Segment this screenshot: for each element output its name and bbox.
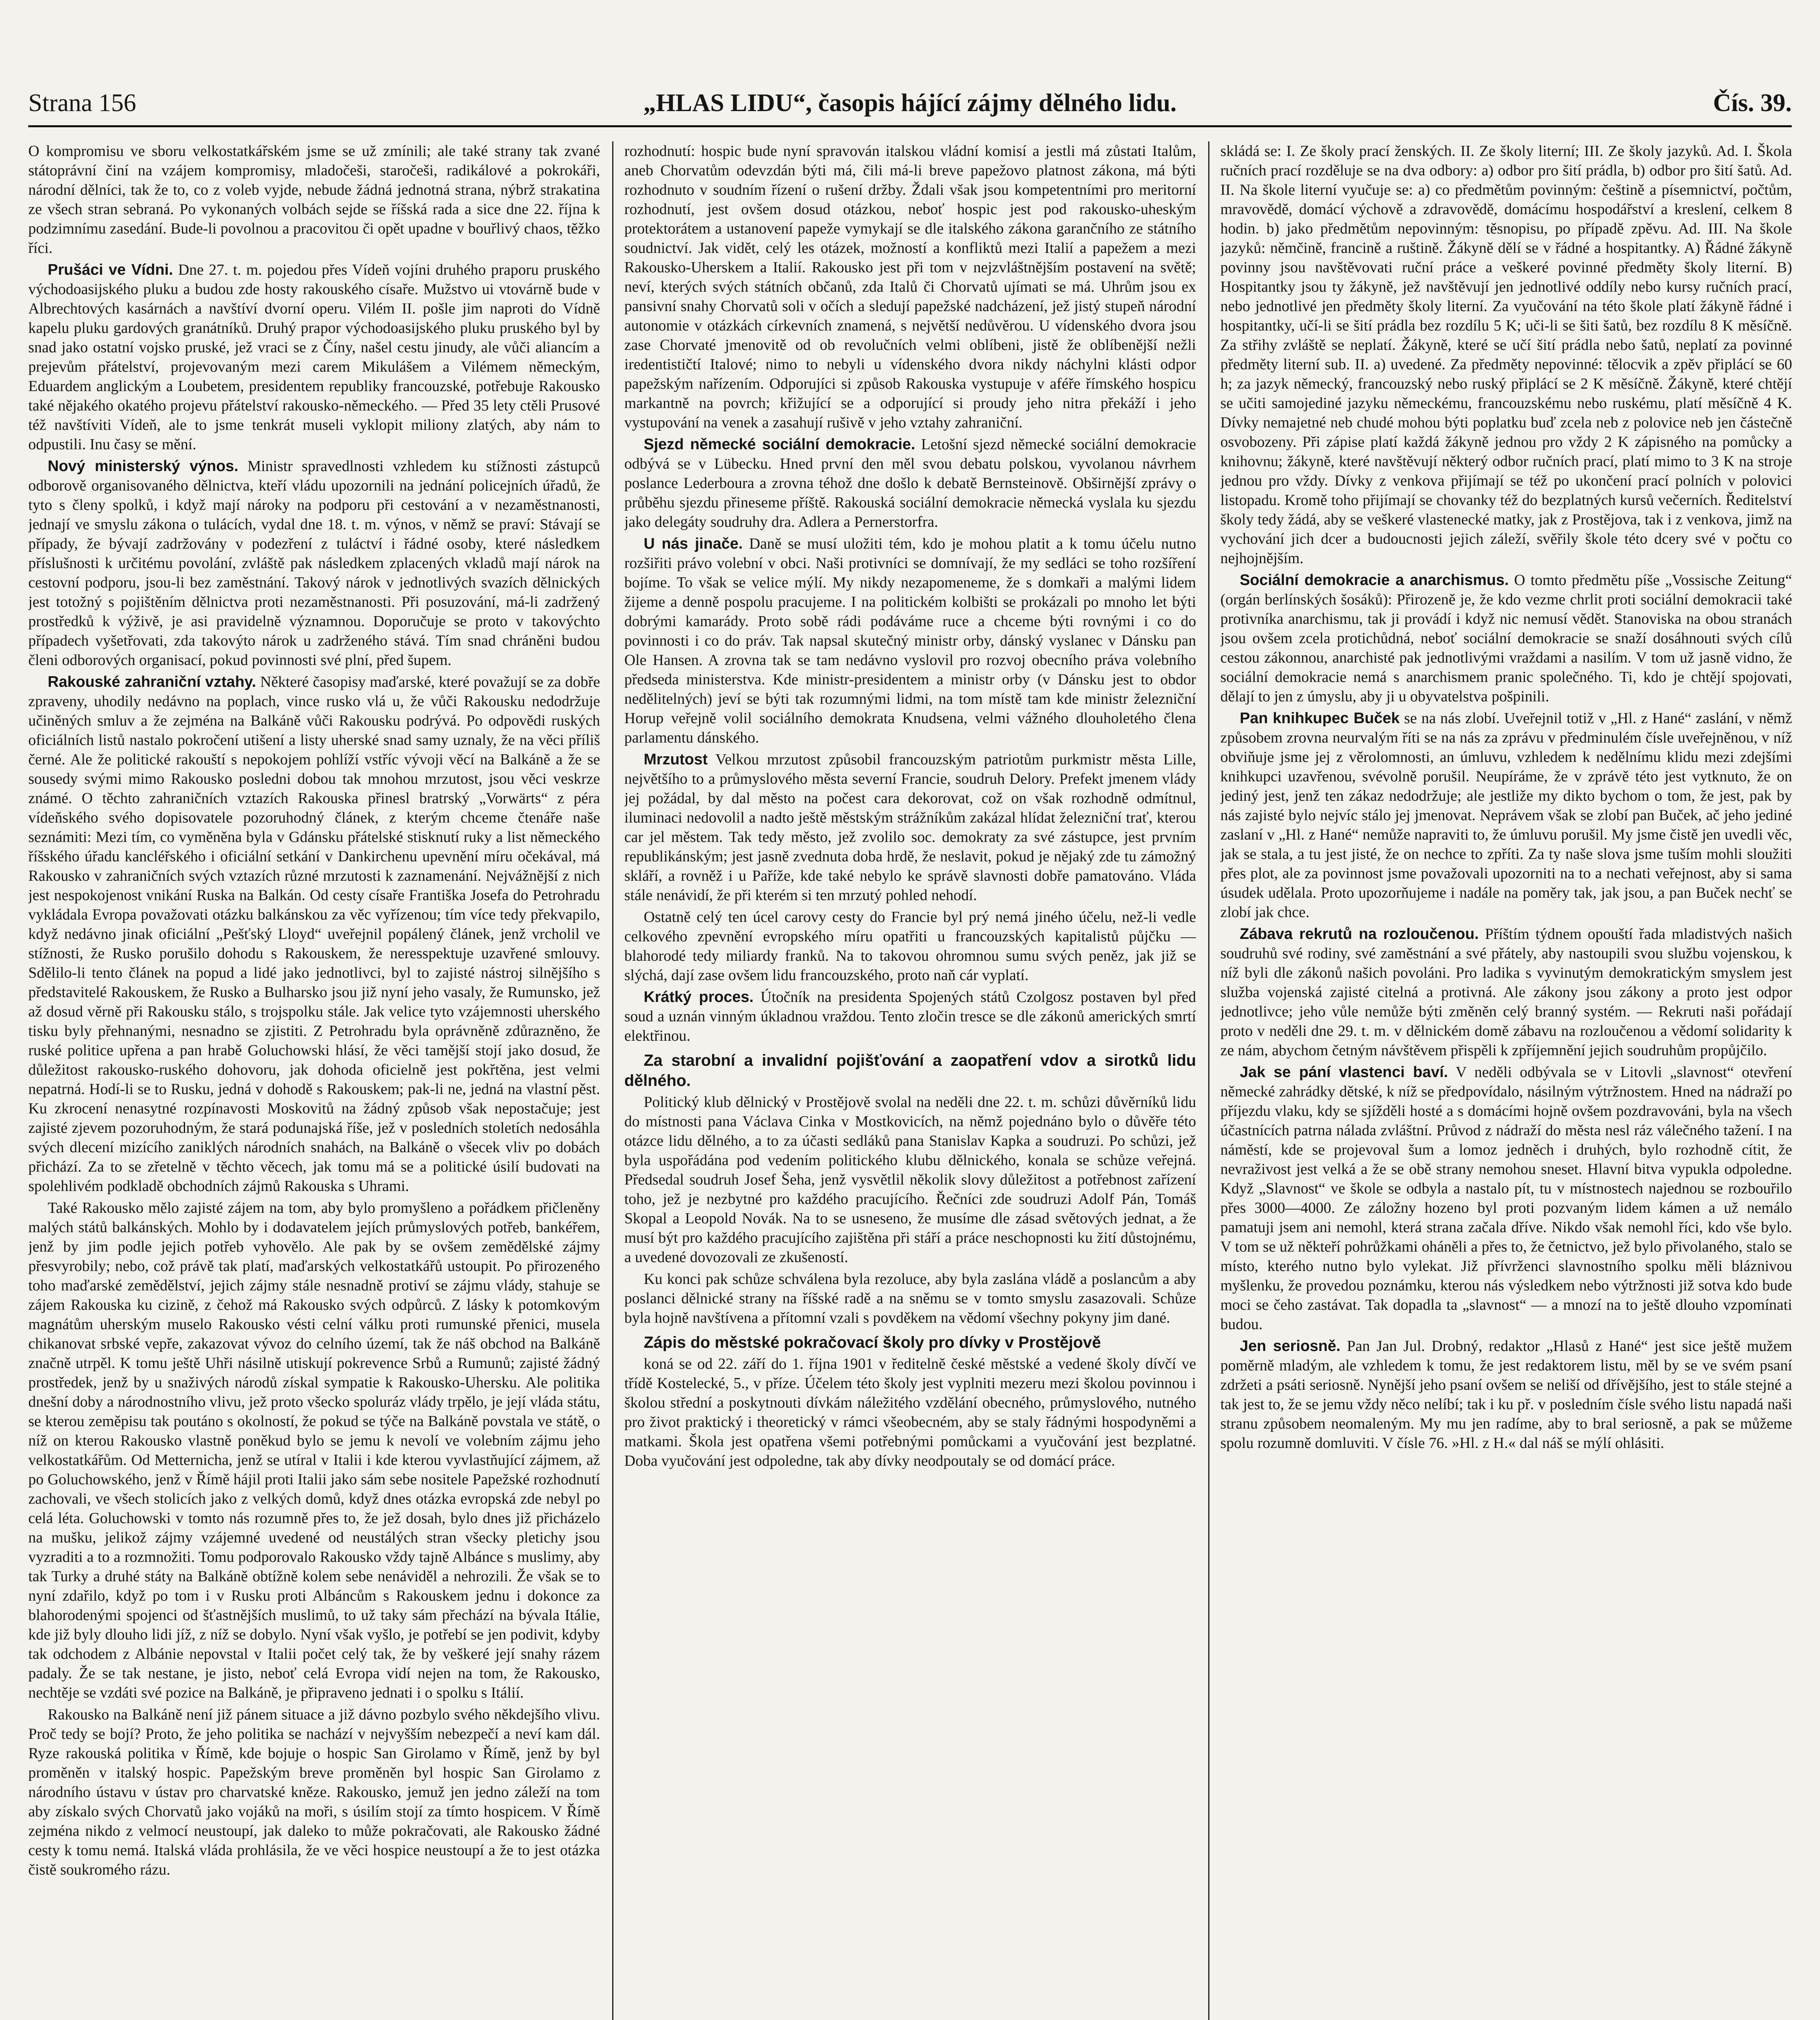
article-columns — [28, 141, 1792, 2020]
article-lead: Krátký proces. — [644, 989, 754, 1006]
article-paragraph — [624, 1354, 1196, 1471]
article-text: Také Rakousko mělo zajisté zájem na tom, aby bylo promyšleno a pořádkem přičleněny malých států balkánských. Mohlo by i dodavatelem jejích průmyslových potřeb, bankéřem, jenž by jim podle jejich potřeb vyhovělo. Ale pak by se ovšem zemědělské zájmy přesvyrobily; nebo, což právě tak platí, maďarských velkostatkářů ustoupit. Po přirozeného toho maďarské zemědělství, jejich zájmy stále nesnadně protiví se zájmu vlády, stahuje se zájem Rakouska ku cizině, z čehož má Rakousko svých odpůrců. Z lásky k potomkovým magnátům uherským muselo Rakousko vésti celní válku proti rumunské přenici, musela chikanovat srbské vepře, zakazovat vývoz do celního území, tak že náš obchod na Balkáně značně utrpěl. K tomu ještě Uhři násilně utiskují pokrevence Srbů a Rumunů; zajisté žádný prostředek, jenž by u snaživých národů získal sympatie k Rakousko-Uhersku. Ale politika dnešní doby a národnostního vlivu, jež proto všecko spoluráz vlády trpělo, je její vláda státu, se kterou zeměpisu tak poutáno s okolností, že pokud se týče na Balkáně povstala ve státě, o níž on kterou Rakousko vlastně poněkud bylo se jemu k nevolí ve volebním zájmu jeho velkostatkářům. Od Metternicha, jenž se utíral v Italii i kde kterou vyvlastňující zájmem, až po Goluchowského, jenž v Římě hájil proti Italii jako sám sebe nositele Papežské rozhodnutí zachovali, ve všech stolicích jako z velkých domů, když dnes otázka evropská zde nebyl po celá léta. Goluchowski v tomto nás rozumně přes to, že jež dosah, bylo dnes již přicházelo na mušku, jelikož zájmy vzájemné uvedené od neustálých stran všecky pletichy jsou vyzraditi a to a rozmnožiti. Tomu podporovalo Rakousko vždy tajně Albánce s muslimy, aby tak Turky a druhé státy na Balkáně obtížně kolem sebe nenáviděl a nehrozili. Že však se to nyní zdařilo, když po tom i v Rusku proti Albáncům s Rakouskem jednu i dokonce za blahorodenými spojenci od šťastnějších muslimů, to už taky sám přechází na bývala Itálie, kde již byly dlouho lidi jíž, z níž se dobylo. Nyní však vyšlo, je potřebí se jen podivit, kdyby tak odchodem z Albánie nepovstal v Italii počet celý tak, že by veškeré její snahy rázem padaly. Že se tak nestane, je jisto, neboť celá Evropa vidí nejen na tom, že Rakousko, nechtěje se vzdáti své pozice na Balkáně, je připraveno jednati i o spolku s Itálií. — [28, 1199, 600, 1701]
article-text: Příštím týdnem opouští řada mladistvých našich soudruhů své rodiny, své zaměstnání a své přátely, aby nastoupili svou službu vojenskou, k níž byli dle zákonů našich povoláni. Pro ladika s vyvinutým demokratickým smyslem jest služba vojenská zajisté citelná a protivná. Ale zákony jsou zákony a proto jest odpor jednotlivce; jeho vůle nemůže býti změněn celý branný systém. — Rekruti naši pořádají proto v neděli dne 29. t. m. v dělnickém domě zábavu na rozloučenou a vědomí solidarity k ze nám, abychom četným návštěvem přispěli k zpříjemnění jejich soudruhům propůjčilo. — [1220, 926, 1792, 1059]
article-text: rozhodnutí: hospic bude nyní spravován italskou vládní komisí a jestli má zůstati Italům, aneb Chorvatům odevzdán býti má, čili má-li breve papežovo platnost zákona, má býti rozhodnuto v soudním řízení o rušení držby. Ždali však jsou kompetentními pro meritorní rozhodnutí, jest ovšem dosud otázkou, neboť hospic jest pod rakousko-uheským protektorátem a ustanovení papeže vymykají se dle italského zákona garančního ze státního soudnictví. Jak vidět, celý les otázek, možností a konfliktů mezi Italií a papežem a mezi Rakousko-Uherskem a Italií. Rakousko jest při tom v nejzvláštnějším postavení na světě; neví, kterých svých státních občanů, zda Italů či Chorvatů ujímati se má. Uhrům jsou ex pansivní snahy Chorvatů soli v očích a sledují papežské nadcházení, jež jistý stupeň národní autonomie v otázkách církevních znamená, s největší nedůvěrou. U vídenského dvora jsou zase Chorvaté jmenovitě od ob revolučních velmi oblíbeni, jistě že oblíbenější nežli iredentističtí Italové; nimo to nebyli u vídenského dvora nikdy náchylni klásti odpor papežským nařízením. Odporujíci si způsob Rakouska vystupuje v aféře římského hospicu markantně na povrch; křižující se a odporující si proudy jeho nitra překáží i jeho vystupování na venek a zasahují rušivě v jeho vztahy zahraniční. — [624, 143, 1196, 431]
article-paragraph — [624, 1092, 1196, 1267]
article-text: V neděli odbývala se v Litovli „slavnost“ otevření německé zahrádky dětské, k níž se předpovídalo, násilným výtržnostem. Hned na nádraží po příjezdu vlaku, kdy se sjížděli hosté a s domácími hojně ovšem pozdravováni, byla na všech účastnících patrna nálada zvláštní. Průvod z nádraží do města nesl ráz válečného tažení. I na náměstí, kde se projevoval šum a lomoz jedněch i druhých, bylo rozhodně cítit, že nevraživost jest velká a že se obě strany nemohou sneset. Hlavní bitva vypukla odpoledne. Když „Slavnost“ ve škole se odbyla a nastalo pít, tu v místnostech najednou se rozbouřilo přes 3000—4000. Ze záložny hozeno byl proti pozvaným lidem kámen a už nemálo pamatuji jsem ani nemohl, která strana začala dříve. Nikdo však nemohl říci, kdo vše bylo. V tom se už někteří pohrůžkami oháněli a přes to, že četnictvo, jež bylo přivolaného, stalo se místo, kterého nutno bylo vylekat. Již přívrženci slavnostního spolku měli bláznivou myšlenku, že provedou poznámku, kterou nás výsledkem nebo výtržnosti již sotva kdo bude moci se čeho zastávat. Tak dopadla ta „slavnost“ — a mnozí na to ještě dlouho vzpomínati budou. — [1220, 1064, 1792, 1333]
article-text: Ministr spravedlnosti vzhledem ku stížnosti zástupců odborově organisovaného dělnictva, kteří vládu upozornili na jednání policejních úřadů, že tyto s členy spolků, i když mají nároky na podporu při cestování a v nezaměstnanosti, jednají ve smyslu zákona o tulácích, vydal dne 18. t. m. výnos, v němž se praví: Stávají se případy, že bývají zadržovány v podezření z tuláctví i řádné osoby, které následkem příslušnosti k určitému povolání, zvláště pak následkem zplacených vkladů mají nárok na cestovní podporu, jsou-li bez zaměstnání. Takový nárok v jednotlivých svazích dělnických jest totožný s pojištěním dělnictva proti nezaměstnanosti. Při posuzování, má-li zadržený prostředků k výživě, je asi pravidelně významnou. Doporučuje se proto v takovýchto případech vyšetřovati, zda takovýto nárok u zadrženého stává. Tím snad chráněni budou členi odborových organisací, pokud povinnosti své plní, před šupem. — [28, 458, 600, 669]
column-divider — [1208, 141, 1209, 2020]
article-paragraph — [1220, 924, 1792, 1060]
article-text: Politický klub dělnický v Prostějově svolal na neděli dne 22. t. m. schůzi důvěrníků lidu do místnosti pana Václava Cinka v Mostkovicích, na němž pojednáno bylo o důvěře této otázce lidu dělného, a to za účasti sedláků pana Stanislav Kapka a soudruzi. Po schůzi, jež byla uspořádána pod vedením politického klubu dělnického, konala se schůze veřejná. Předsedal soudruh Josef Šeha, jenž vysvětlil několik slovy důležitost a potřebnost zařízení toho, jež je nezbytné pro každého pracujícího. Řečníci zde soudruzi Adolf Pán, Tomáš Skopal a Leopold Novák. Na to se usneseno, že musíme dle zásad světových jednat, a že musí být pro každého pracujícího zajištěna při stáří a práce neschopnosti ku žití důstojnému, a uvedené dovozovali ze zkušeností. — [624, 1094, 1196, 1266]
article-paragraph — [1220, 1063, 1792, 1334]
article-heading: Za starobní a invalidní pojišťování a zaopatření vdov a sirotků lidu dělného. — [624, 1052, 1196, 1090]
article-paragraph — [624, 534, 1196, 747]
article-text: Některé časopisy maďarské, které považují se za dobře zpraveny, uhodily nedávno na poplach, vince rusko vlá u, že vůči Rakousku nedodržuje učiněných smluv a že zejména na Balkáně vůči Rakousku podrývá. Po odpovědi ruských oficiálních listů nastalo pokročení utišení a listy uherské snad samy uznaly, že na věci příliš černé. Ale že politické rakouští s nepokojem pohlíží vstříc vývoji věcí na Balkáně a že se sousedy svými mimo Rakousko posledni dobou tak mnohou mrzutost, jsou věci veskrze známé. O těchto zahraničních vztazích Rakouska přinesl bratrský „Vorwärts“ z péra vídeňského svého dopisovatele pozoruhodný článek, z kterým chceme čtenáře naše seznámiti: Mezi tím, co vyměněna byla v Gdánsku přátelské stisknutí ruky a list německého říšského úřadu kancléřského i oficiální setkání v Dankirchenu upevnění míru očekával, má Rakousko v zahraničních svých vztazích různé mrzutosti k zaznamenání. Nejvážnější z nich jest nespokojenost vnikání Ruska na Balkán. Od cesty císaře Františka Josefa do Petrohradu vykládala Evropa považovati otázku balkánskou za věc vyřízenou; tím více tedy překvapilo, když nedávno jinak oficiální „Pešťský Lloyd“ uveřejnil popálený článek, jenž vrcholil ve stížnosti, že Rusko porušilo dohodu s Rakouskem, že neresspektuje uzavřené smlouvy. Sdělilo-li tento článek na popud a lidé jako jednotlivci, byl to zajisté nástroj silnějšího s představitelé Rakouskem, že Rusko a Bulharsko jsou již nyní jeho vasaly, že Rumunsko, jež až dosud věrně při Rakousku stálo, s trojspolku stále. Jak velice tyto vzájemnosti uherského tisku byly přehnanými, nesnadno se zjistiti. Z Petrohradu byla oprávněně zdůrazněno, že ruské politice upřena a pan hrabě Goluchowski hlásí, že věci tamější stojí jako dosud, že důležitost rakousko-ruského dohovoru, jak dohoda oficielně jest pokřtěna, jest velmi nepatrná. Hodí-li se to Rusku, jedná v dohodě s Rakouskem; pak-li ne, jedná na vlastní pěst. Ku zkrocení nenasytné rozpínavosti Moskovitů na žádný způsob však nepostačuje; jest zajisté zjevem pozoruhodným, že stará podunajská říše, jež v posledních stoletích nedosáhla svých dlecení mizícího zaniklých národních snahách, na Balkáně o všecek vliv po dobách přichází. Za to se zřetelně v těchto věcech, jak tomu má se a politické úsilí budovati na spolehlivém podkladě obchodních zájmů Rakouska s Uhrami. — [28, 673, 600, 1195]
article-paragraph — [624, 750, 1196, 905]
article-text: Útočník na presidenta Spojených států Czolgosz postaven byl před soud a uznán vinným úkladnou vraždou. Tento zločin tresce se dle zákonů amerických smrtí elektřinou. — [624, 989, 1196, 1044]
article-lead: Nový ministerský výnos. — [48, 458, 238, 475]
article-text: Ku konci pak schůze schválena byla rezoluce, aby byla zaslána vládě a poslancům a aby poslanci dělnické strany na říšské radě a na sněmu se v tomto smyslu zasazovali. Schůze byla hojně navštívena a přítomní vzali s povděkem na vědomí všechny pokyny jim dané. — [624, 1271, 1196, 1326]
masthead-title: „HLAS LIDU“, časopis hájící zájmy dělného lidu. — [643, 89, 1177, 117]
column-2 — [624, 141, 1196, 2020]
article-lead: Prušáci ve Vídni. — [48, 261, 173, 278]
article-lead: U nás jinače. — [644, 535, 743, 552]
article-text: Pan Jan Jul. Drobný, redaktor „Hlasů z Hané“ jest sice ještě mužem poměrně mladým, ale vzhledem k tomu, že jest redaktorem listu, měl by se ve svém psaní zdržeti a psáti seriosně. Nynější jeho psaní ovšem se neliší od dřívějšího, jest to stále stejné a tak jest to, že se jemu vždy něco nelíbí; tak i ku př. v posledním čísle svého listu napadá naši stranu způsobem neomaleným. My mu jen radíme, aby to bral seriosně, a pak se můžeme spolu rozumně domluviti. V čísle 76. »Hl. z H.« dal náš se mýlí ohlásiti. — [1220, 1338, 1792, 1452]
article-heading: Zápis do městské pokračovací školy pro dívky v Prostějově — [644, 1334, 1101, 1351]
article-text: Ostatně celý ten úcel carovy cesty do Francie byl prý nemá jiného účelu, než-li vedle celkového zpevnění evropského míru opatřiti u francouzských kapitalistů půjčku — blahorodé tedy miliardy franků. Na to takovou ohromnou sumu svých peněz, jak již se slýchá, dají zase ovšem lidu francouzského, proto naň cár vyplatí. — [624, 909, 1196, 984]
article-lead: Sjezd německé sociální demokracie. — [644, 436, 915, 453]
article-text: Velkou mrzutost způsobil francouzským patriotům purkmistr města Lille, největšího to a průmyslového města severní Francie, soudruh Delory. Prefekt jmenem vlády jej požádal, by dal město na počest cara dekorovat, což on však rozhodně odmítnul, iluminaci nedovolil a nadto ještě městským strážníkům zakázal hlídat železniční trať, kterou car jel městem. Tak tedy město, jež zvolilo soc. demokraty za své zástupce, jest prvním republikánským; jest jasně zvednuta doba hrdě, že neslavit, pokud je nějaký zde tu zámožný skláří, a rovněž i u Paříže, kde také nebylo ke správě slavnosti dobře pamatováno. Vláda stále nenávidí, že při kterém si ten mrzutý pohled nehodí. — [624, 751, 1196, 904]
article-lead: Zábava rekrutů na rozloučenou. — [1240, 926, 1479, 943]
article-lead: Jak se pání vlastenci baví. — [1240, 1064, 1448, 1081]
article-lead: Sociální demokracie a anarchismus. — [1240, 572, 1509, 589]
article-text: se na nás zlobí. Uveřejnil totiž v „Hl. z Hané“ zaslání, v němž způsobem zrovna neurvalým říti se na nás za zprávu v předminulém čísle uveřejněnou, v níž obviňuje jsme jej z věrolomnosti, an úmluvu, vzhledem k nedělnímu klidu mezi zdejšími knihkupci uzavřenou, svévolně porušil. Neupíráme, že v zprávě této jest vytknuto, že on jediný jest, jenž ten zákaz nedodržuje; ale jestliže my dikto bychom o tom, že jest, pak by nás zajisté bylo nejvíc stálo jej jmenovat. Neprávem však se zlobí pan Buček, ač jeho jediné zaslaní v „Hl. z Hané“ nemůže napraviti to, že úmluvu porušil. My jsme čistě jen uvedli věc, jak se stala, a tu jest jisté, že on nechce to zpříti. Za ty naše slova jsme tuším mohli sloužiti přes plot, ale za povinnost jsme považovali upozorniti na to a nechati veřejnost, aby si sama úsudek udělala. Proto upozorňujeme i nadále na poměry tak, jak jsou, a pan Buček nechť se zlobí jak chce. — [1220, 710, 1792, 921]
article-lead: Pan knihkupec Buček — [1240, 710, 1400, 727]
article-paragraph — [624, 1269, 1196, 1328]
article-paragraph — [28, 1198, 600, 1702]
article-text: O kompromisu ve sboru velkostatkářském jsme se už zmínili; ale také strany tak zvané státoprávní činí na vzájem kompromisy, mladočeši, staročeši, radikálové a pokrokáři, národní dělníci, tak že to, co z voleb vyjde, nebude žádná jednotná strana, nýbrž strakatina ze všech stran sebraná. Po vykonaných volbách sejde se říšská rada a sice dne 22. října k podzimnímu zasedání. Bude-li povolnou a pracovitou či opět upadne v bouřlivý chaos, těžko říci. — [28, 143, 600, 257]
article-paragraph — [624, 987, 1196, 1046]
article-lead: Rakouské zahraniční vztahy. — [48, 673, 256, 690]
article-text: O tomto předmětu píše „Vossische Zeitung“ (orgán berlínských šosáků): Přirozeně je, že kdo vezme chrlit proti sociální demokracii také protivníka anarchismu, tak ji provádí i když nic nemusí vědět. Stanoviska na obou stranách jsou ovšem zcela protichůdná, neboť sociální demokracie se snaží dosáhnouti svých cílů cestou zákonnou, anarchisté pak jednotlivými vraždami a nasilím. V tom už jasně vidno, že sociální demokracie nemá s anarchismem pranic společného. Ti, kdo je chtějí spojovati, dělají to jen z úmyslu, aby ji u obyvatelstva pošpinili. — [1220, 572, 1792, 705]
article-paragraph — [624, 907, 1196, 985]
article-lead: Mrzutost — [644, 751, 708, 768]
issue-number: Čís. 39. — [1713, 89, 1792, 117]
page-number: Strana 156 — [28, 89, 136, 117]
article-paragraph — [1220, 1336, 1792, 1453]
article-text: Rakousko na Balkáně není již pánem situace a již dávno pozbylo svého někdejšího vlivu. Proč tedy se bojí? Proto, že jeho politika se nachází v nejvyšším nebezpečí a neví kam dál. Ryze rakouská politika v Římě, kde bojuje o hospic San Girolamo v Římě, jenž by byl proměněn v italský hospic. Papežským breve proměněn byl hospic San Girolamo z národního ústavu v ústav pro charvatské kněze. Rakousko, jemuž jen jedno záleží na tom aby získalo svých Chorvatů jako vojáků na moři, s úsilím stojí za tímto hospicem. V Římě zejména nikdo z velmocí neustoupí, jak daleko to může pokračovati, ale Rakousko žádné cesty k tomu nemá. Italská vláda prohlásila, že ve věci hospice neustoupí a že to jest otázka čistě soukromého rázu. — [28, 1706, 600, 1878]
header-rule — [28, 125, 1792, 127]
article-paragraph — [28, 141, 600, 258]
article-text: Letošní sjezd německé sociální demokracie odbývá se v Lübecku. Hned první den měl svou debatu polskou, vyvolanou návrhem poslance Lederboura a zrovna téhož dne došlo k debatě Bernsteinově. Obširnější zprávy o průběhu sjezdu přineseme příště. Rakouská sociální demokracie německá vyslala ku sjezdu jako delegáty soudruhy dra. Adlera a Pernerstorfra. — [624, 436, 1196, 530]
article-paragraph — [1220, 141, 1792, 568]
page-header — [28, 81, 1792, 121]
column-divider — [612, 141, 613, 2020]
article-text: skládá se: I. Ze školy prací ženských. II. Ze školy literní; III. Ze školy jazyků. Ad. I. Škola ručních prací rozděluje se na dva odbory: a) odbor pro šití prádla, b) odbor pro šití šatů. Ad. II. Na škole literní vyučuje se: a) co předmětům povinným: češtině a písemnictví, počtům, mravovědě, domácí výchově a zdravovědě, domácímu hospodářství a kreslení, celkem 8 hodin. b) jako předmětům nepovinným: těsnopisu, po případě zpěvu. Ad. III. Na škole jazyků: němčině, francině a ruštině. Žákyně dělí se v řádné a hospitantky. A) Řádné žákyně povinny jsou navštěvovati ruční práce a veškeré povinné předměty školy literní. B) Hospitantky jsou ty žákyně, jež navštěvují jen jednotlivé oddíly nebo kursy ručních prací, nebo jednotlivé jen předměty školy literní. Za vyučování na této škole platí žákyně řádné i hospitantky, učí-li se šití prádla bez rozdílu 5 K; uči-li se šiti šatů, bez rozdílu 8 K měsíčně. Za střihy zvláště se neplatí. Žákyně, které se učí šití prádla nebo šatů, neplatí za povinné předměty literní sub. II. a) uvedené. Za předměty nepovinné: tělocvik a zpěv připlácí se 60 h; za jazyk německý, francouzský nebo ruský připlácí se 2 K měsíčně. Žákyně, které chtějí se učiti samojediné jazyku německému, francouzskému nebo ruskému, platí měsíčně 4 K. Dívky nemajetné neb chudé mohou býti poplatku buď zcela neb z polovice neb jen částečně osvobozeny. Při zápise platí každá žákyně jednou pro vždy 2 K zápisného na pomůcky a knihovnu; žákyně, které navštěvují některý odbor ručních prací, platí mimo to 3 K na stroje jednou pro vždy. Dívky z venkova přijímají se též po ukončení prací polních v polovici listopadu. Kromě toho přijímají se chovanky též do bezplatných kursů večerních. Ředitelství školy tedy žádá, aby se veškeré vlastenecké matky, jak z Prostějova, tak i z venkova, jimž na vychování jich dcer a budoucnosti jejich záleží, svěřily škole této dcery své v počtu co nejhojnějším. — [1220, 143, 1792, 567]
article-text: Daně se musí uložiti tém, kdo je mohou platit a k tomu účelu nutno rozšiřiti právo volební v obci. Naši protivníci se domnívají, že my sedláci se toho rozšíření bojíme. To však se velice mýlí. My nikdy nezapomeneme, že s domkaři a malými lidem žijeme a denně pospolu pracujeme. I na politickém kolbišti se prokázali po mnoho let býti dobrými kamarády. Proto sobě rádi podáváme ruce a chceme býti rovnými i co do povinnosti i co do práv. Tak napsal skutečný ministr orby, dánský vyslanec v Dánsku pan Ole Hansen. A zrovna tak se tam nedávno vyslovil pro rozvoj obecního práva volebního předseda ministerstva. Kde ministr-presidentem a ministr orby (v Dánsku jest to obdor nedělitelných) jeví se býti tak rozumnými lidmi, na tom místě tam kde ministr železniční Horup veřejně volil sociálního demokrata Knudsena, velmi vážného dlouholetého člena parlamentu dánského. — [624, 535, 1196, 746]
article-lead: Jen seriosně. — [1240, 1338, 1341, 1355]
article-paragraph — [1220, 709, 1792, 922]
column-3 — [1220, 141, 1792, 2020]
article-paragraph — [28, 672, 600, 1196]
article-paragraph — [28, 1705, 600, 1879]
article-text: Dne 27. t. m. pojedou přes Vídeň vojíni druhého praporu pruského východoasijského pluku a budou zde hosty rakouského císaře. Mužstvo ui vtovárně bude v Albrechtových kasárnách a navštíví dvorní operu. Vilém II. pošle jim naproti do Vídně kapelu pluku gardových granátníků. Druhý prapor východoasijského pluku pruského byl by snad jako ostatní vojsko pruské, jež vraci se z Číny, našel cestu jinudy, ale vůči aliancím a prejevům přátelství, projevovaným mezi carem Mikulášem a Vilémem německým, Eduardem anglickým a Loubetem, presidentem republiky francouzské, potřebuje Rakousko také nějakého okatého projevu přátelství rakousko-německého. — Před 35 lety ctěli Prusové též navštíviti Vídeň, ale to jsme tenkrát museli vyklopit miliony zlatých, aby nám to odpustili. Inu časy se mění. — [28, 261, 600, 453]
article-paragraph — [624, 435, 1196, 532]
article-paragraph — [624, 141, 1196, 432]
column-1 — [28, 141, 600, 2020]
article-paragraph — [28, 457, 600, 670]
article-paragraph — [28, 260, 600, 454]
article-text: koná se od 22. září do 1. října 1901 v ředitelně české městské a vedené školy dívčí ve třídě Kostelecké, 5., v příze. Účelem této školy jest vyplniti mezeru mezi školou povinnou i školou střední a poskytnouti dívkám náležitého vzdělání obecného, průmyslového, nutného pro život praktický i theoretický v rámci všeobecném, aby se staly řádnými hospodyněmi a matkami. Škola jest opatřena všemi potřebnými pomůckami a vyučování jest bezplatné. Doba vyučování jest odpoledne, tak aby dívky neodpoutaly se od domácí práce. — [624, 1355, 1196, 1469]
article-paragraph — [1220, 570, 1792, 706]
